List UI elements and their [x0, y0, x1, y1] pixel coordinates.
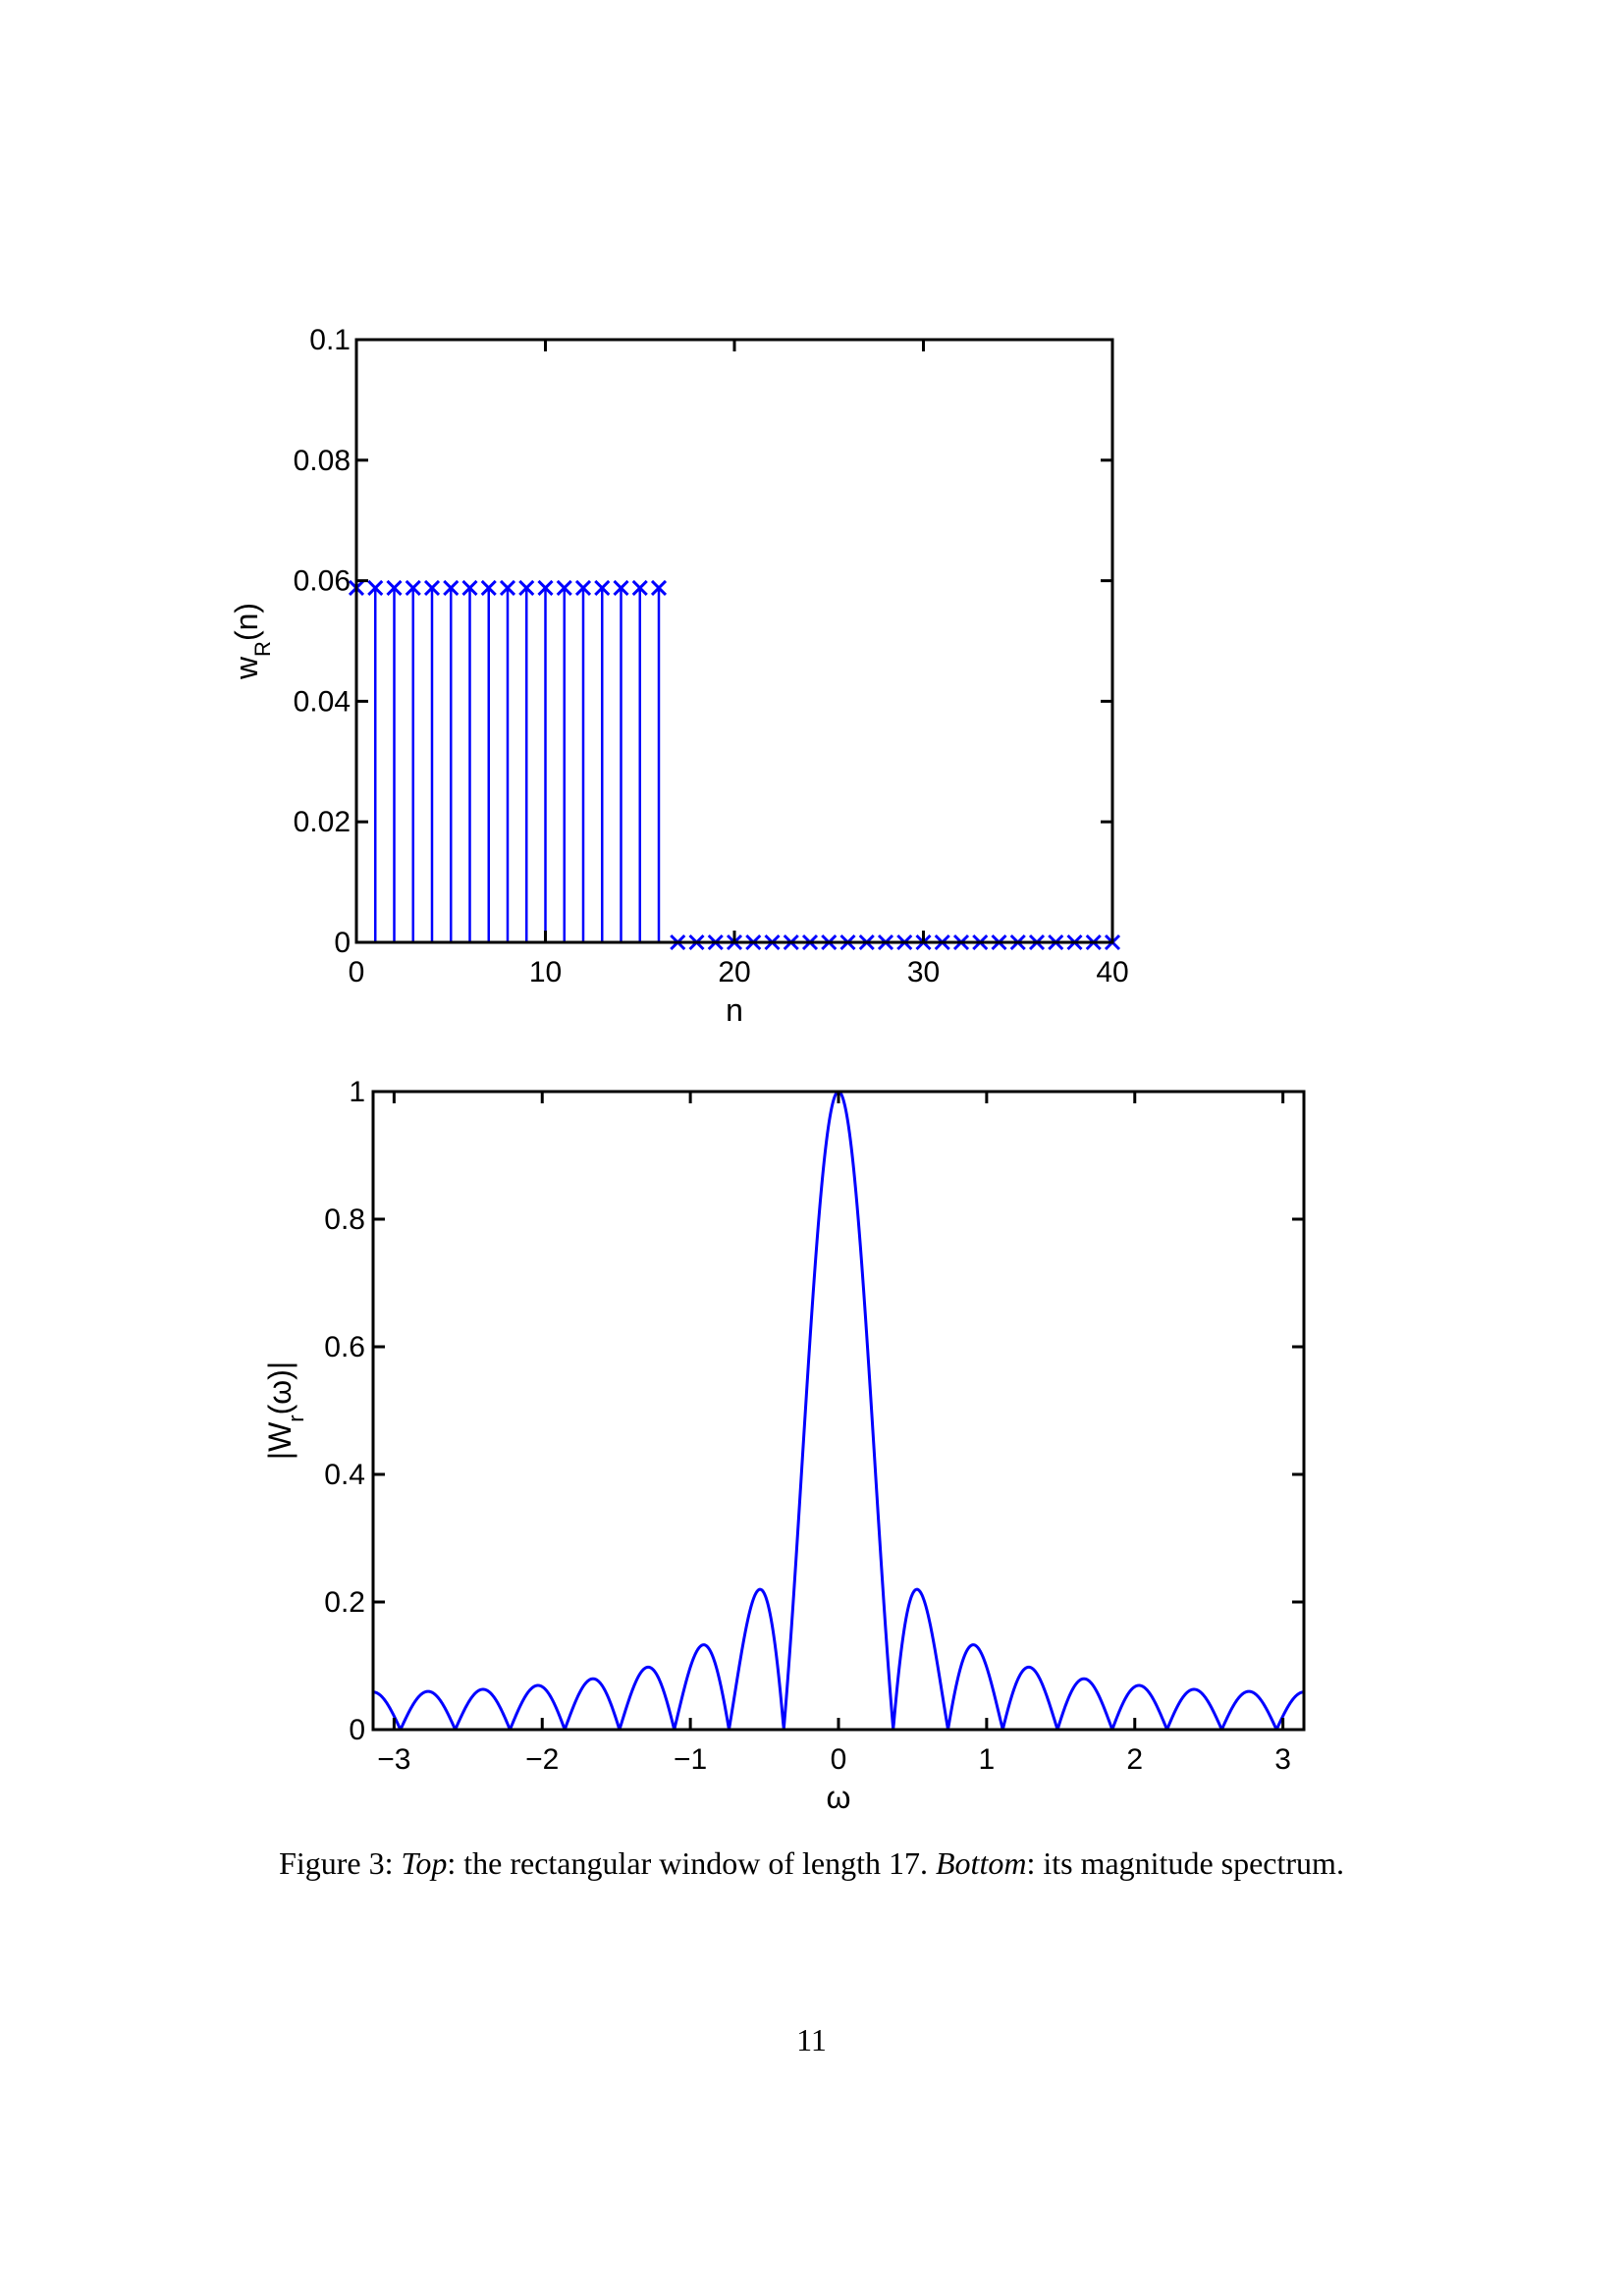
y-axis-label-subscript: r: [283, 1415, 308, 1422]
x-tick-label: 10: [528, 956, 563, 988]
y-axis-label-suffix: (ω)|: [262, 1361, 298, 1415]
y-tick-label: 0.08: [293, 444, 351, 477]
x-axis-label: ω: [826, 1780, 851, 1815]
y-tick-label: 0.1: [309, 324, 351, 356]
caption-label: Figure 3:: [279, 1845, 394, 1881]
caption-top-word: Top: [401, 1845, 448, 1881]
x-tick-label: 0: [830, 1743, 847, 1776]
x-tick-label: −1: [674, 1743, 708, 1776]
x-tick-label: 2: [1126, 1743, 1144, 1776]
figure-caption: [0, 1845, 1623, 1882]
magnitude-curve: [373, 1092, 1304, 1730]
y-axis-label-main: w: [229, 656, 264, 680]
y-tick-label: 0.2: [324, 1586, 365, 1619]
y-ticks: [324, 1076, 1304, 1746]
x-tick-label: 1: [978, 1743, 996, 1776]
y-tick-label: 0.06: [293, 564, 351, 598]
y-axis-label: [262, 1362, 308, 1460]
y-tick-label: 0.8: [324, 1203, 365, 1236]
y-axis-label-main: |W: [262, 1421, 298, 1461]
y-tick-label: 0.4: [324, 1459, 365, 1491]
y-tick-label: 0: [349, 1714, 365, 1746]
y-tick-label: 0: [334, 927, 351, 959]
x-tick-label: −2: [525, 1743, 560, 1776]
axes-frame: [373, 1092, 1304, 1730]
y-tick-label: 0.04: [293, 685, 351, 719]
x-tick-label: 0: [348, 956, 365, 988]
x-tick-label: −3: [377, 1743, 411, 1776]
y-tick-label: 0.6: [324, 1331, 365, 1363]
page-number: 11: [796, 2022, 827, 2057]
caption-top-text: : the rectangular window of length 17.: [447, 1845, 928, 1881]
y-tick-label: 0.02: [293, 806, 351, 839]
x-tick-label: 30: [906, 956, 941, 988]
x-tick-label: 40: [1096, 956, 1129, 988]
x-tick-label: 3: [1274, 1743, 1291, 1776]
caption-bottom-text: : its magnitude spectrum.: [1026, 1845, 1344, 1881]
y-axis-label-suffix: (n): [229, 602, 264, 642]
x-ticks: [377, 1092, 1291, 1776]
caption-bottom-word: Bottom: [936, 1845, 1027, 1881]
y-tick-label: 1: [349, 1076, 365, 1108]
x-tick-label: 20: [718, 956, 751, 988]
x-axis-label: n: [726, 992, 743, 1028]
y-axis-label-subscript: R: [249, 641, 275, 657]
